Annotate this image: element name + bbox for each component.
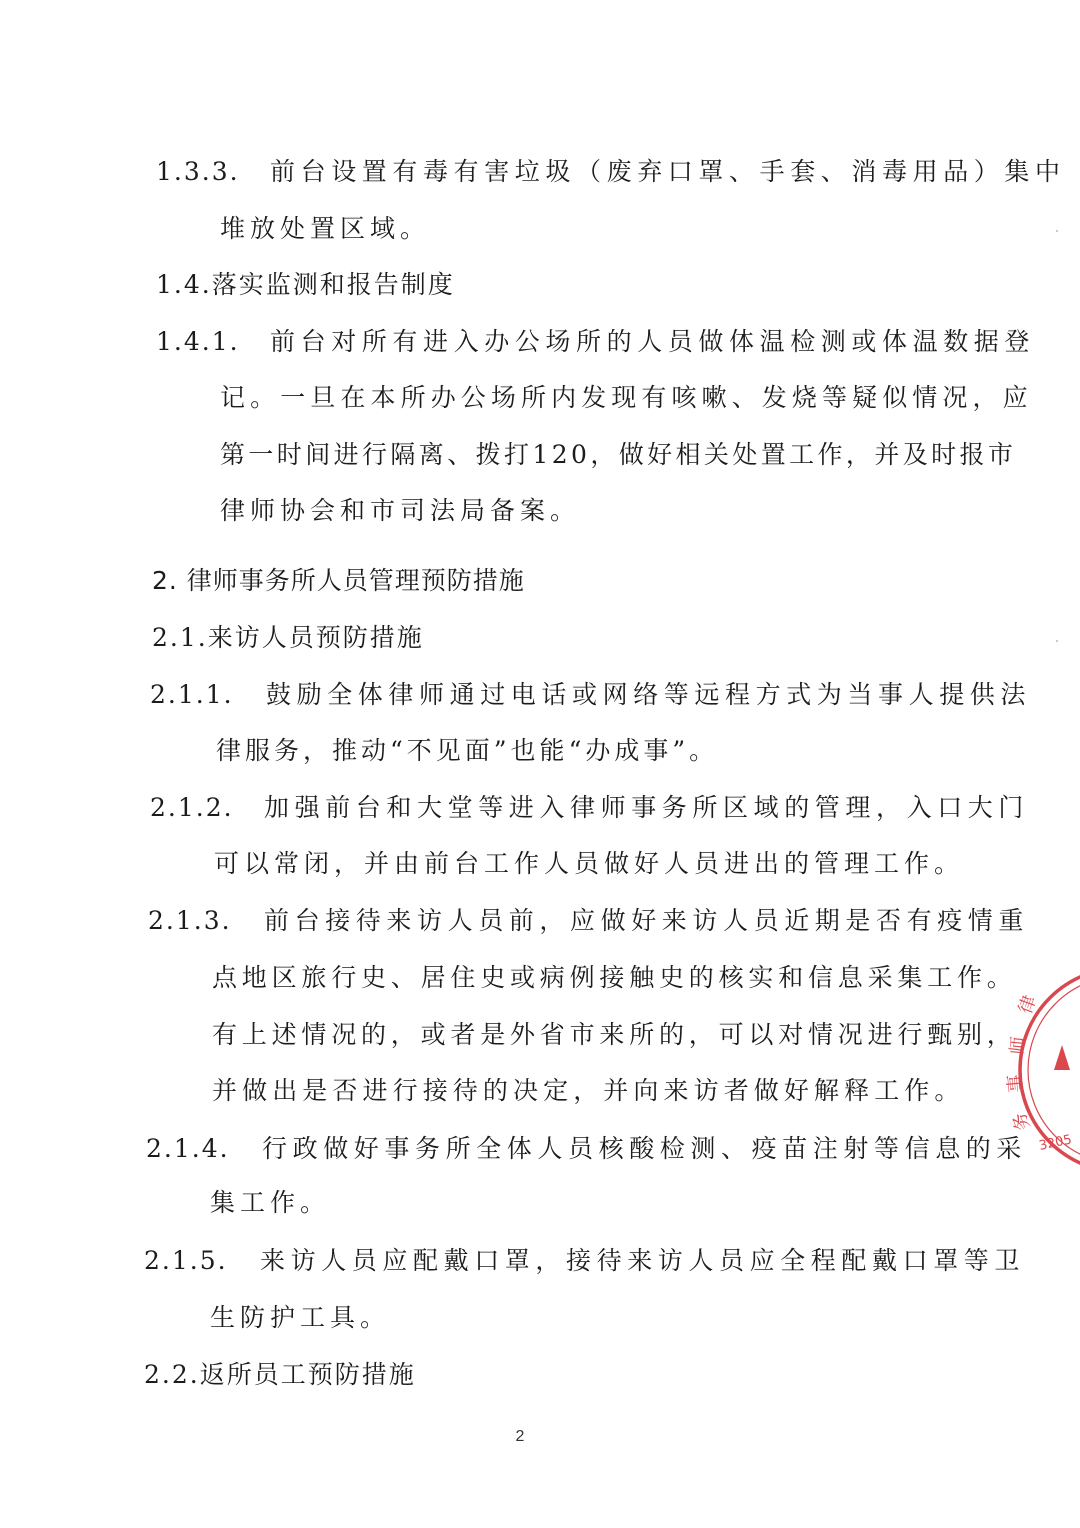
clause-2-1-1-number: 2.1.1. bbox=[150, 680, 234, 709]
clause-1-4-1-number: 1.4.1. bbox=[156, 327, 240, 356]
section-1-4-heading: 1.4.落实监测和报告制度 bbox=[156, 270, 455, 299]
section-2-heading: 2. 律师事务所人员管理预防措施 bbox=[152, 566, 525, 595]
svg-text:务: 务 bbox=[1008, 1109, 1035, 1134]
seal-number: 3205 bbox=[1037, 1132, 1074, 1154]
svg-text:师: 师 bbox=[1007, 1035, 1030, 1056]
clause-1-4-1-continuation-2: 第一时间进行隔离、拨打120，做好相关处置工作，并及时报市 bbox=[220, 440, 1017, 469]
svg-text:事: 事 bbox=[1004, 1073, 1027, 1094]
clause-2-1-1-continuation: 律服务，推动“不见面”也能“办成事”。 bbox=[216, 736, 719, 765]
clause-1-4-1-text: 前台对所有进入办公场所的人员做体温检测或体温数据登 bbox=[270, 327, 1036, 356]
clause-1-4-1-continuation-3: 律师协会和市司法局备案。 bbox=[220, 496, 581, 525]
svg-text:律: 律 bbox=[1014, 992, 1041, 1017]
clause-2-1-3-text: 前台接待来访人员前，应做好来访人员近期是否有疫情重 bbox=[264, 906, 1030, 935]
section-2-2-heading: 2.2.返所员工预防措施 bbox=[144, 1360, 416, 1389]
clause-2-1-5-text: 来访人员应配戴口罩，接待来访人员应全程配戴口罩等卫 bbox=[260, 1246, 1026, 1275]
clause-2-1-3-continuation-3: 并做出是否进行接待的决定，并向来访者做好解释工作。 bbox=[212, 1076, 965, 1105]
seal-stamp-icon bbox=[1004, 960, 1080, 1180]
page-number: 2 bbox=[515, 1428, 525, 1445]
clause-2-1-2-number: 2.1.2. bbox=[150, 793, 234, 822]
clause-2-1-5-continuation: 生防护工具。 bbox=[210, 1303, 391, 1332]
clause-2-1-2-continuation: 可以常闭，并由前台工作人员做好人员进出的管理工作。 bbox=[214, 849, 965, 878]
scan-mark bbox=[1056, 640, 1058, 642]
clause-1-3-3-text: 前台设置有毒有害垃圾（废弃口罩、手套、消毒用品）集中 bbox=[270, 157, 1066, 186]
scan-mark bbox=[1056, 230, 1058, 232]
clause-2-1-5-number: 2.1.5. bbox=[144, 1246, 228, 1275]
clause-1-3-3-continuation: 堆放处置区域。 bbox=[220, 214, 431, 243]
clause-2-1-3-continuation-1: 点地区旅行史、居住史或病例接触史的核实和信息采集工作。 bbox=[212, 963, 1017, 992]
clause-2-1-4-number: 2.1.4. bbox=[146, 1134, 230, 1163]
clause-2-1-1-text: 鼓励全体律师通过电话或网络等远程方式为当事人提供法 bbox=[266, 680, 1032, 709]
clause-1-4-1-continuation-1: 记。一旦在本所办公场所内发现有咳嗽、发烧等疑似情况，应 bbox=[220, 383, 1033, 412]
clause-2-1-2-text: 加强前台和大堂等进入律师事务所区域的管理，入口大门 bbox=[264, 793, 1030, 822]
clause-2-1-3-number: 2.1.3. bbox=[148, 906, 232, 935]
section-2-1-heading: 2.1.来访人员预防措施 bbox=[152, 623, 424, 652]
clause-1-3-3-number: 1.3.3. bbox=[156, 157, 240, 186]
clause-2-1-4-text: 行政做好事务所全体人员核酸检测、疫苗注射等信息的采 bbox=[262, 1134, 1028, 1163]
clause-2-1-4-continuation: 集工作。 bbox=[210, 1188, 331, 1217]
clause-2-1-3-continuation-2: 有上述情况的，或者是外省市来所的，可以对情况进行甄别， bbox=[212, 1020, 1017, 1049]
